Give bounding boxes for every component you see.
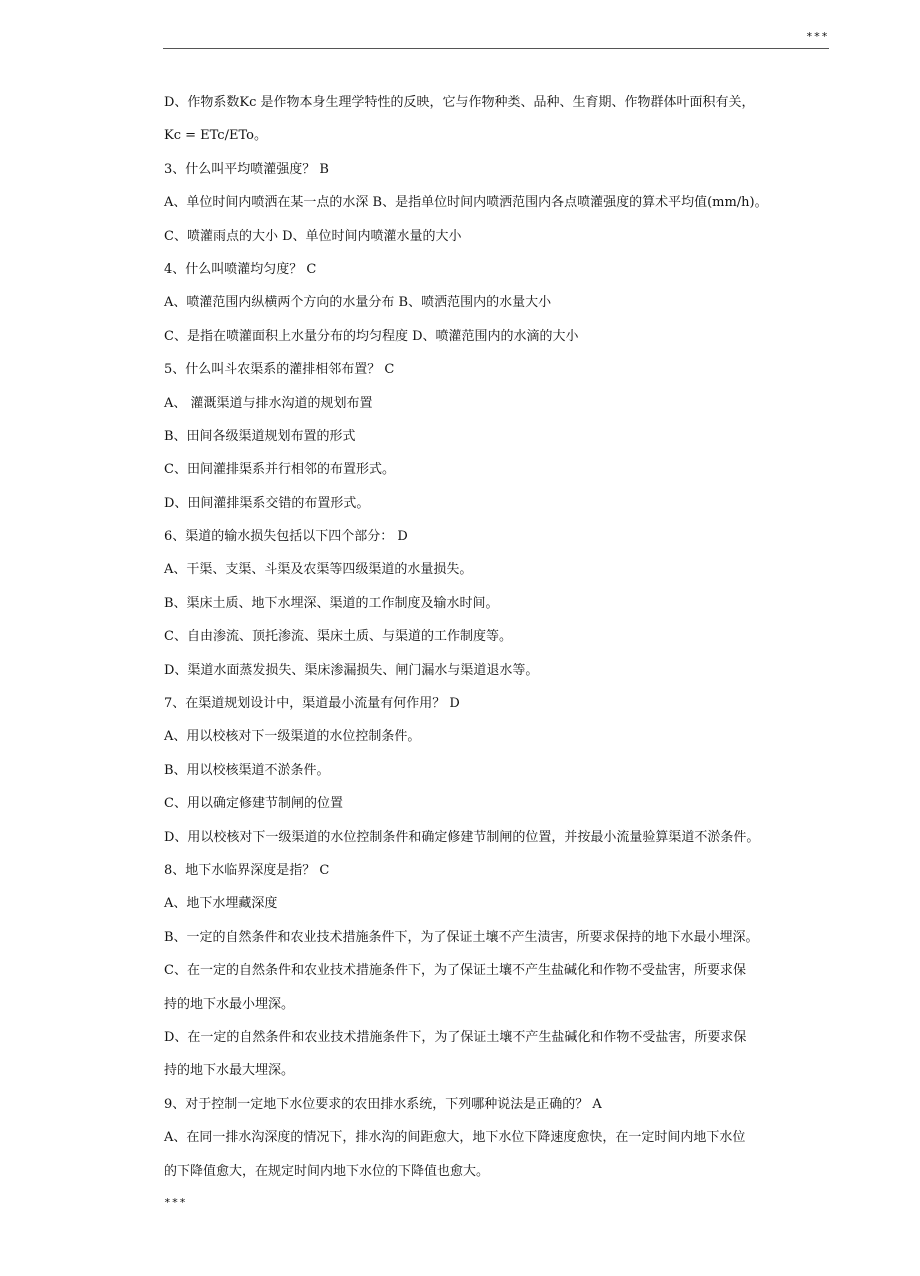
text-line: C、在一定的自然条件和农业技术措施条件下，为了保证土壤不产生盐碱化和作物不受盐害，所要求保 (164, 963, 746, 979)
text-line: C、自由渗流、顶托渗流、渠床土质、与渠道的工作制度等。 (164, 629, 512, 645)
footer-mark: *** (164, 1196, 187, 1209)
text-line: 的下降值愈大，在规定时间内地下水位的下降值也愈大。 (164, 1163, 490, 1179)
text-line: D、田间灌排渠系交错的布置形式。 (164, 495, 370, 511)
question-8: 8、地下水临界深度是指？ C (164, 862, 330, 878)
text-line: A、用以校核对下一级渠道的水位控制条件。 (164, 729, 421, 745)
text-line: D、用以校核对下一级渠道的水位控制条件和确定修建节制闸的位置，并按最小流量验算渠道不淤条件。 (164, 829, 760, 845)
text-line: D、渠道水面蒸发损失、渠床渗漏损失、闸门漏水与渠道退水等。 (164, 662, 539, 678)
text-line: C、是指在喷灌面积上水量分布的均匀程度 D、喷灌范围内的水滴的大小 (164, 328, 579, 344)
text-line: D、在一定的自然条件和农业技术措施条件下，为了保证土壤不产生盐碱化和作物不受盐害，所要求保 (164, 1029, 747, 1045)
text-line: C、用以确定修建节制闸的位置 (164, 796, 343, 812)
question-5: 5、什么叫斗农渠系的灌排相邻布置？ C (164, 362, 395, 378)
header-divider (163, 48, 829, 49)
text-line: C、田间灌排渠系并行相邻的布置形式。 (164, 462, 395, 478)
text-line: Kc = ETc/ETo。 (164, 128, 267, 144)
text-line: A、干渠、支渠、斗渠及农渠等四级渠道的水量损失。 (164, 562, 473, 578)
question-9: 9、对于控制一定地下水位要求的农田排水系统，下列哪种说法是正确的？ A (164, 1096, 602, 1112)
text-line: A、单位时间内喷洒在某一点的水深 B、是指单位时间内喷洒范围内各点喷灌强度的算术平均值(mm/h)。 (164, 195, 768, 211)
header-mark: *** (806, 30, 829, 43)
question-6: 6、渠道的输水损失包括以下四个部分： D (164, 529, 408, 545)
text-line: 持的地下水最大埋深。 (164, 1063, 295, 1079)
text-line: B、渠床土质、地下水埋深、渠道的工作制度及输水时间。 (164, 595, 499, 611)
document-body (164, 86, 830, 1188)
text-line: C、喷灌雨点的大小 D、单位时间内喷灌水量的大小 (164, 228, 462, 244)
text-line: A、喷灌范围内纵横两个方向的水量分布 B、喷洒范围内的水量大小 (164, 295, 552, 311)
text-line: D、作物系数Kc 是作物本身生理学特性的反映，它与作物种类、品种、生育期、作物群体叶面积有关， (164, 95, 755, 110)
text-line: B、用以校核渠道不淤条件。 (164, 762, 330, 778)
text-line: A、在同一排水沟深度的情况下，排水沟的间距愈大，地下水位下降速度愈快，在一定时间内地下水位 (164, 1130, 746, 1146)
text-line: B、田间各级渠道规划布置的形式 (164, 428, 356, 444)
question-4: 4、什么叫喷灌均匀度？ C (164, 261, 317, 277)
question-3: 3、什么叫平均喷灌强度？ B (164, 161, 329, 177)
text-line: A、 灌溉渠道与排水沟道的规划布置 (164, 395, 373, 411)
text-line: B、一定的自然条件和农业技术措施条件下，为了保证土壤不产生渍害，所要求保持的地下水最小埋深。 (164, 929, 759, 945)
text-line: 持的地下水最小埋深。 (164, 996, 295, 1012)
question-7: 7、在渠道规划设计中，渠道最小流量有何作用？ D (164, 696, 460, 712)
text-line: A、地下水埋藏深度 (164, 896, 278, 912)
